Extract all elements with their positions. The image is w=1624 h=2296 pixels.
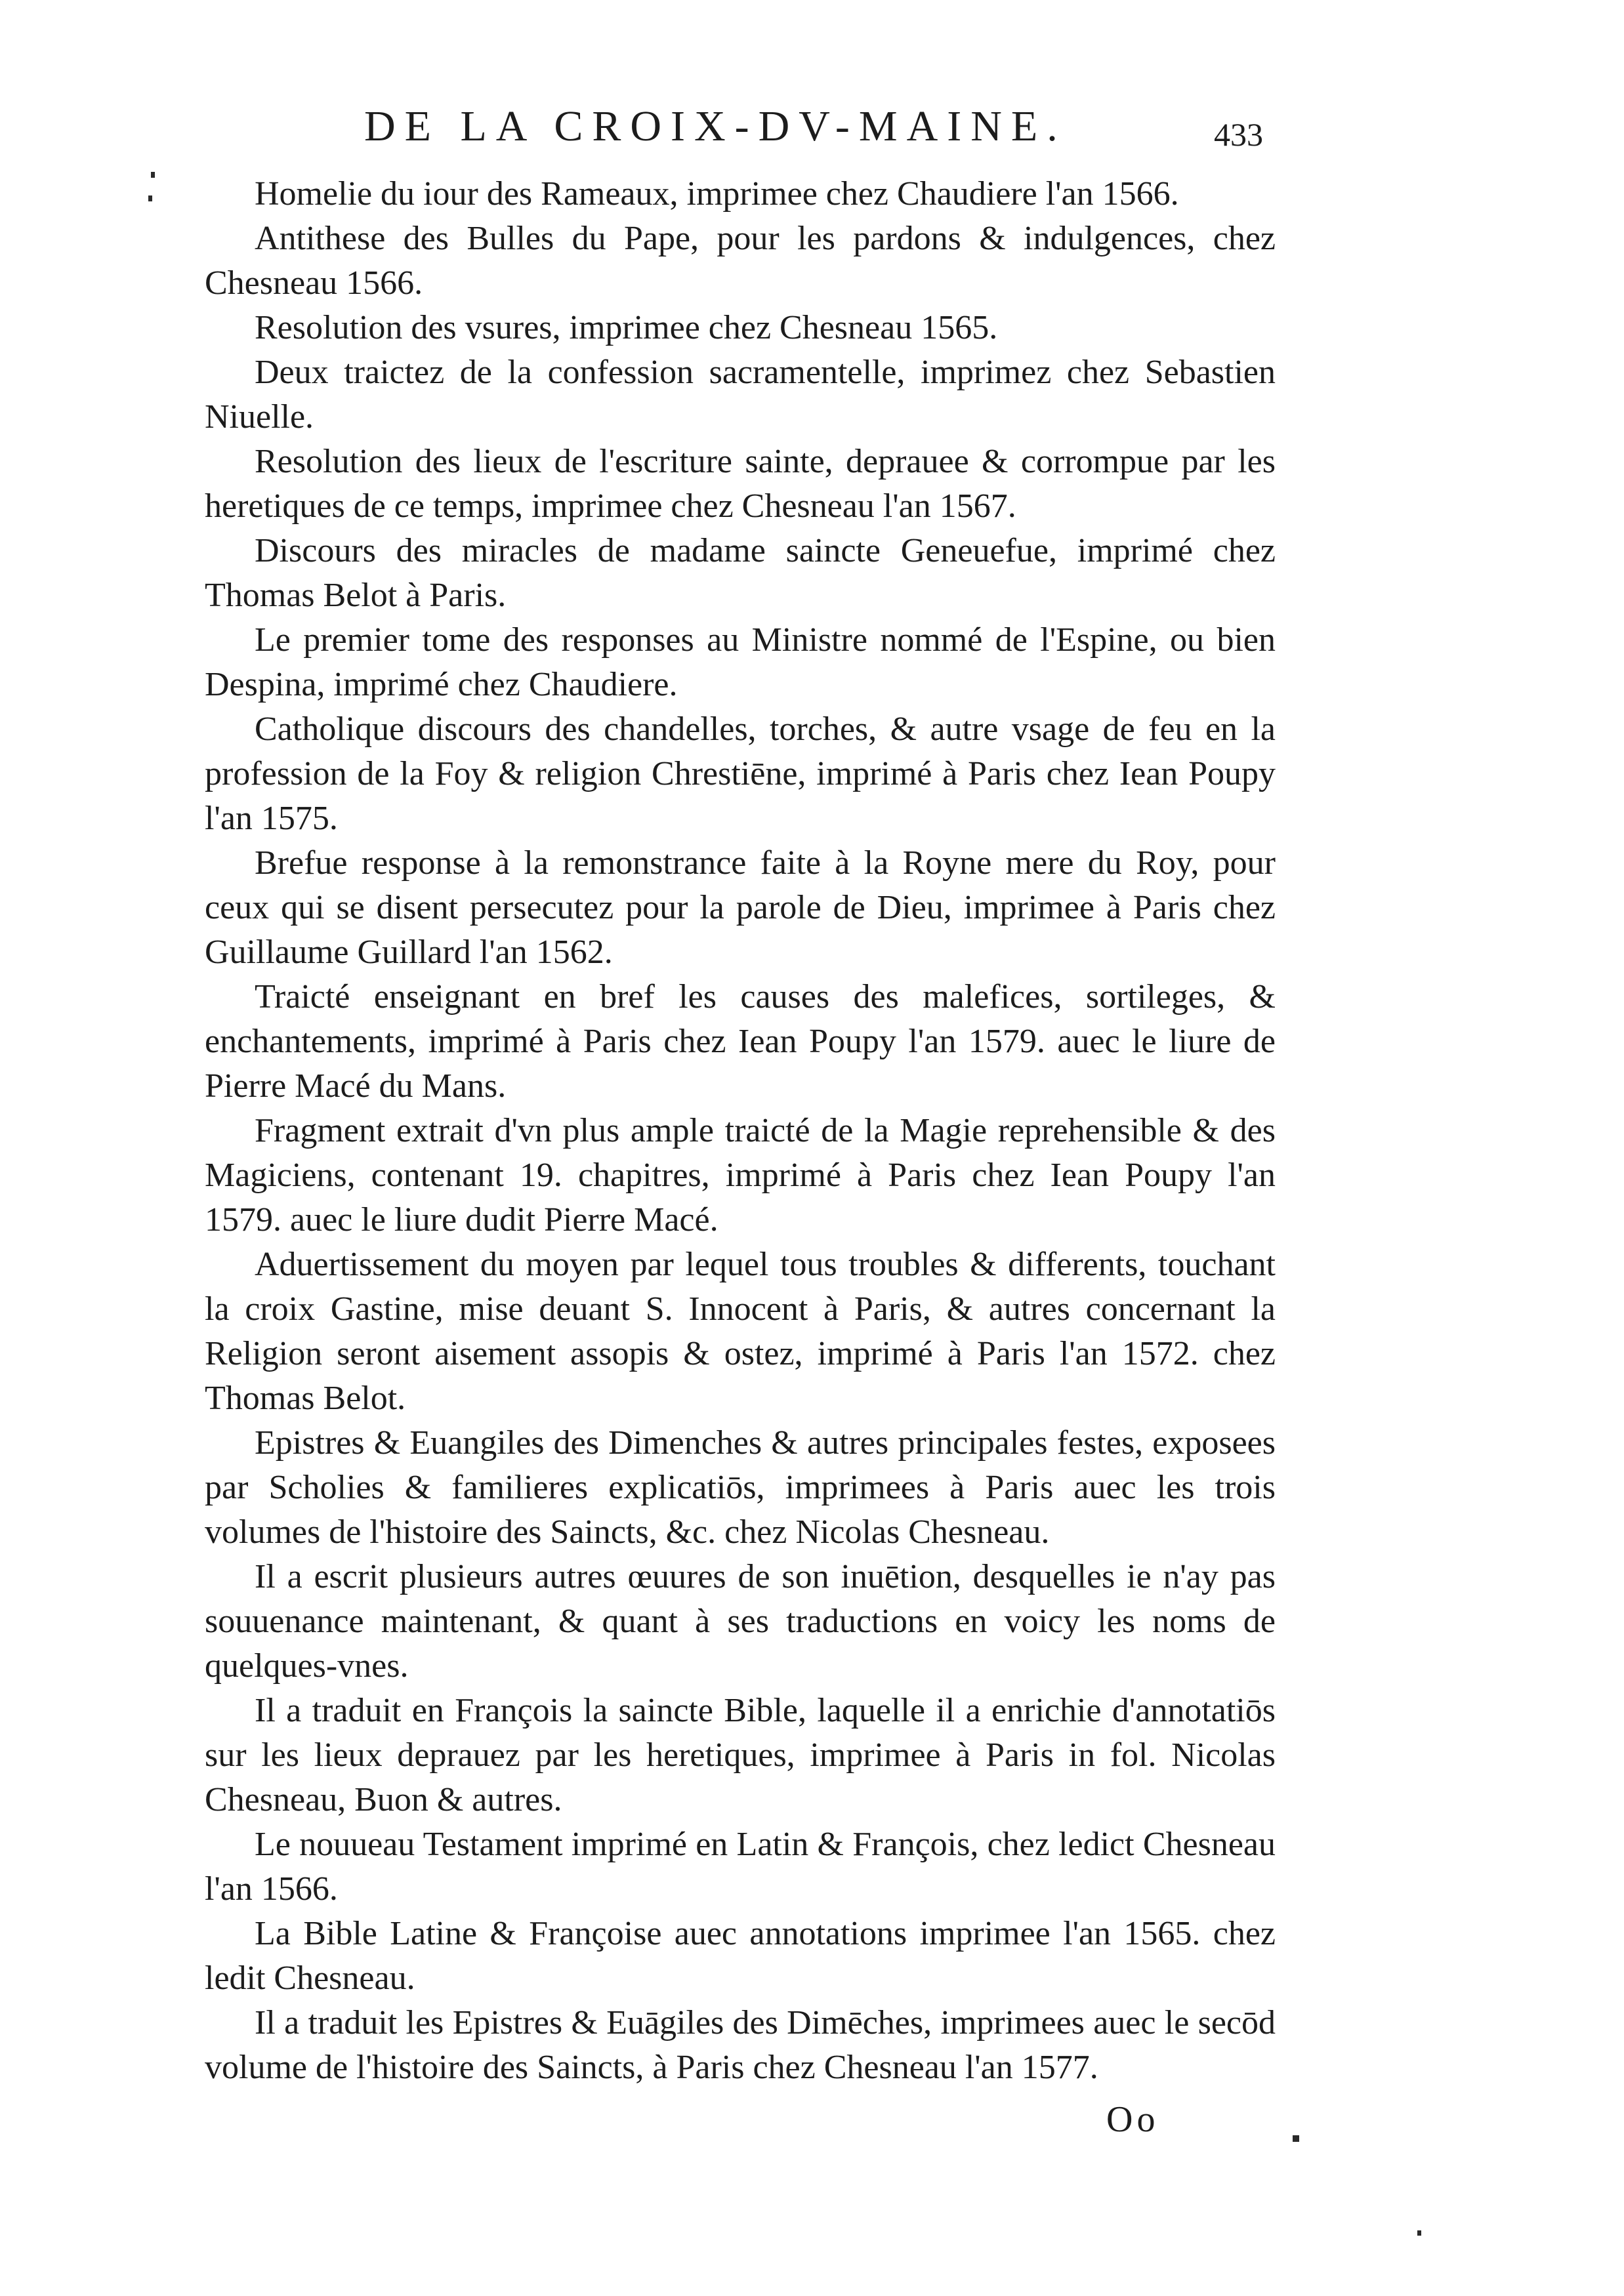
ink-speck [148, 195, 152, 201]
entry-paragraph: Le premier tome des responses au Ministre nommé de l'Espine, ou bien Despina, imprimé chez Chaudiere. [205, 621, 1276, 703]
entry-paragraph: Traicté enseignant en bref les causes des malefices, sortileges, & enchantements, imprimé à Paris chez Iean Poupy l'an 1579. auec le liure de Pierre Macé du Mans. [205, 978, 1276, 1105]
body-text [205, 172, 1276, 2090]
entry-paragraph: Catholique discours des chandelles, torches, & autre vsage de feu en la profession de la Foy & religion Chrestiēne, imprimé à Paris chez Iean Poupy l'an 1575. [205, 710, 1276, 837]
ink-speck [1417, 2230, 1421, 2236]
entry-paragraph: Le nouueau Testament imprimé en Latin & François, chez ledict Chesneau l'an 1566. [205, 1826, 1276, 1908]
page-number: 433 [1214, 116, 1263, 153]
entry-paragraph: Brefue response à la remonstrance faite à la Royne mere du Roy, pour ceux qui se disent persecutez pour la parole de Dieu, imprimee à Paris chez Guillaume Guillard l'an 1562. [205, 844, 1276, 971]
entry-paragraph: Antithese des Bulles du Pape, pour les pardons & indulgences, chez Chesneau 1566. [205, 220, 1276, 302]
running-head: DE LA CROIX-DV-MAINE. [364, 102, 1067, 150]
ink-speck [1293, 2135, 1299, 2142]
entry-paragraph: Resolution des lieux de l'escriture sainte, deprauee & corrompue par les heretiques de ce temps, imprimee chez Chesneau l'an 1567. [205, 443, 1276, 525]
entry-paragraph: Epistres & Euangiles des Dimenches & autres principales festes, exposees par Scholies & familieres explicatiōs, imprimees à Paris auec les trois volumes de l'histoire des Saincts, &c. chez Nicolas Chesneau. [205, 1424, 1276, 1551]
entry-paragraph: Il a traduit en François la saincte Bible, laquelle il a enrichie d'annotatiōs sur les lieux deprauez par les heretiques, imprimee à Paris in fol. Nicolas Chesneau, Buon & autres. [205, 1692, 1276, 1818]
ink-speck [151, 172, 155, 178]
entry-paragraph: Homelie du iour des Rameaux, imprimee chez Chaudiere l'an 1566. [255, 175, 1179, 213]
entry-paragraph: La Bible Latine & Françoise auec annotations imprimee l'an 1565. chez ledit Chesneau. [205, 1915, 1276, 1997]
catchword: Oo [1106, 2099, 1159, 2140]
entry-paragraph: Aduertissement du moyen par lequel tous troubles & differents, touchant la croix Gastine, mise deuant S. Innocent à Paris, & autres concernant la Religion seront aisement assopis & ostez, imprimé à Paris l'an 1572. chez Thomas Belot. [205, 1246, 1276, 1417]
entry-paragraph: Il a escrit plusieurs autres œuures de son inuētion, desquelles ie n'ay pas souuenance maintenant, & quant à ses traductions en voicy les noms de quelques-vnes. [205, 1558, 1276, 1685]
entry-paragraph: Deux traictez de la confession sacramentelle, imprimez chez Sebastien Niuelle. [205, 354, 1276, 436]
entry-paragraph: Discours des miracles de madame saincte Geneuefue, imprimé chez Thomas Belot à Paris. [205, 532, 1276, 614]
entry-paragraph: Fragment extrait d'vn plus ample traicté de la Magie reprehensible & des Magiciens, contenant 19. chapitres, imprimé à Paris chez Iean Poupy l'an 1579. auec le liure dudit Pierre Macé. [205, 1112, 1276, 1239]
entry-paragraph: Il a traduit les Epistres & Euāgiles des Dimēches, imprimees auec le secōd volume de l'histoire des Saincts, à Paris chez Chesneau l'an 1577. [205, 2004, 1276, 2086]
entry-paragraph: Resolution des vsures, imprimee chez Chesneau 1565. [255, 309, 998, 346]
